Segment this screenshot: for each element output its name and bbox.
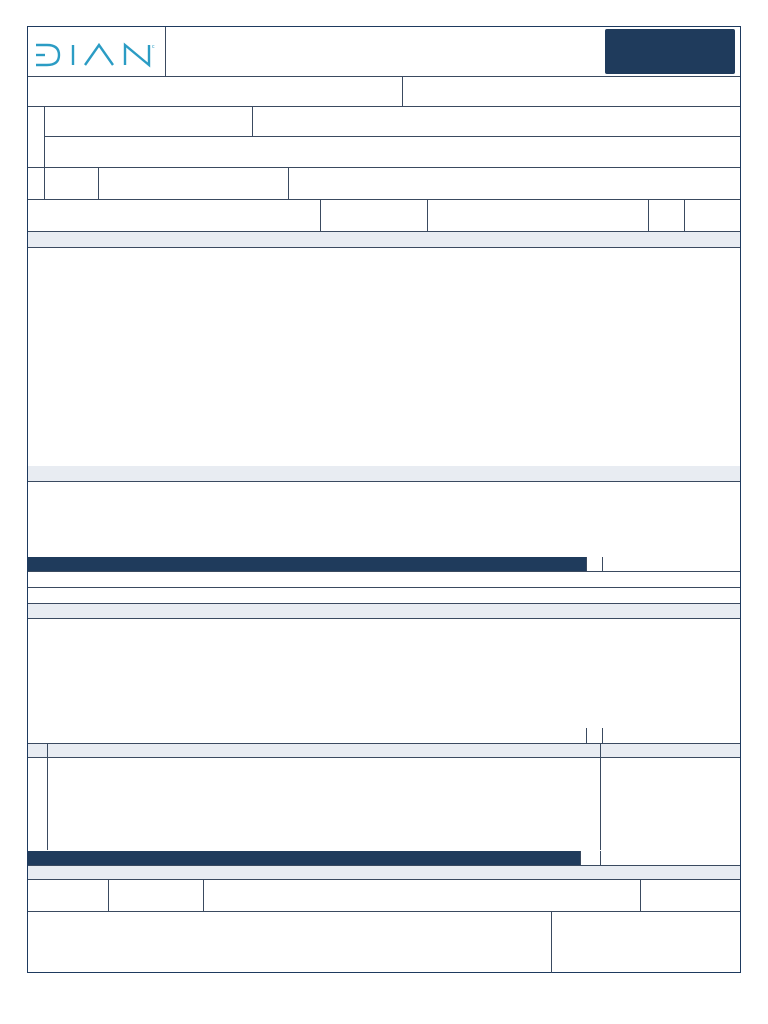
retencion-band bbox=[28, 557, 586, 571]
dependiente-header-bg bbox=[28, 866, 740, 879]
ingresos-header-bg bbox=[28, 232, 740, 247]
deudas-band bbox=[28, 851, 580, 865]
form-frame bbox=[27, 26, 741, 973]
svg-text:c: c bbox=[152, 44, 155, 50]
dian-logo bbox=[33, 40, 161, 70]
otros-header-bg bbox=[28, 604, 740, 618]
aportes-header-bg bbox=[28, 466, 740, 481]
bienes-header-bg bbox=[28, 744, 740, 757]
form-number-box bbox=[605, 29, 735, 74]
